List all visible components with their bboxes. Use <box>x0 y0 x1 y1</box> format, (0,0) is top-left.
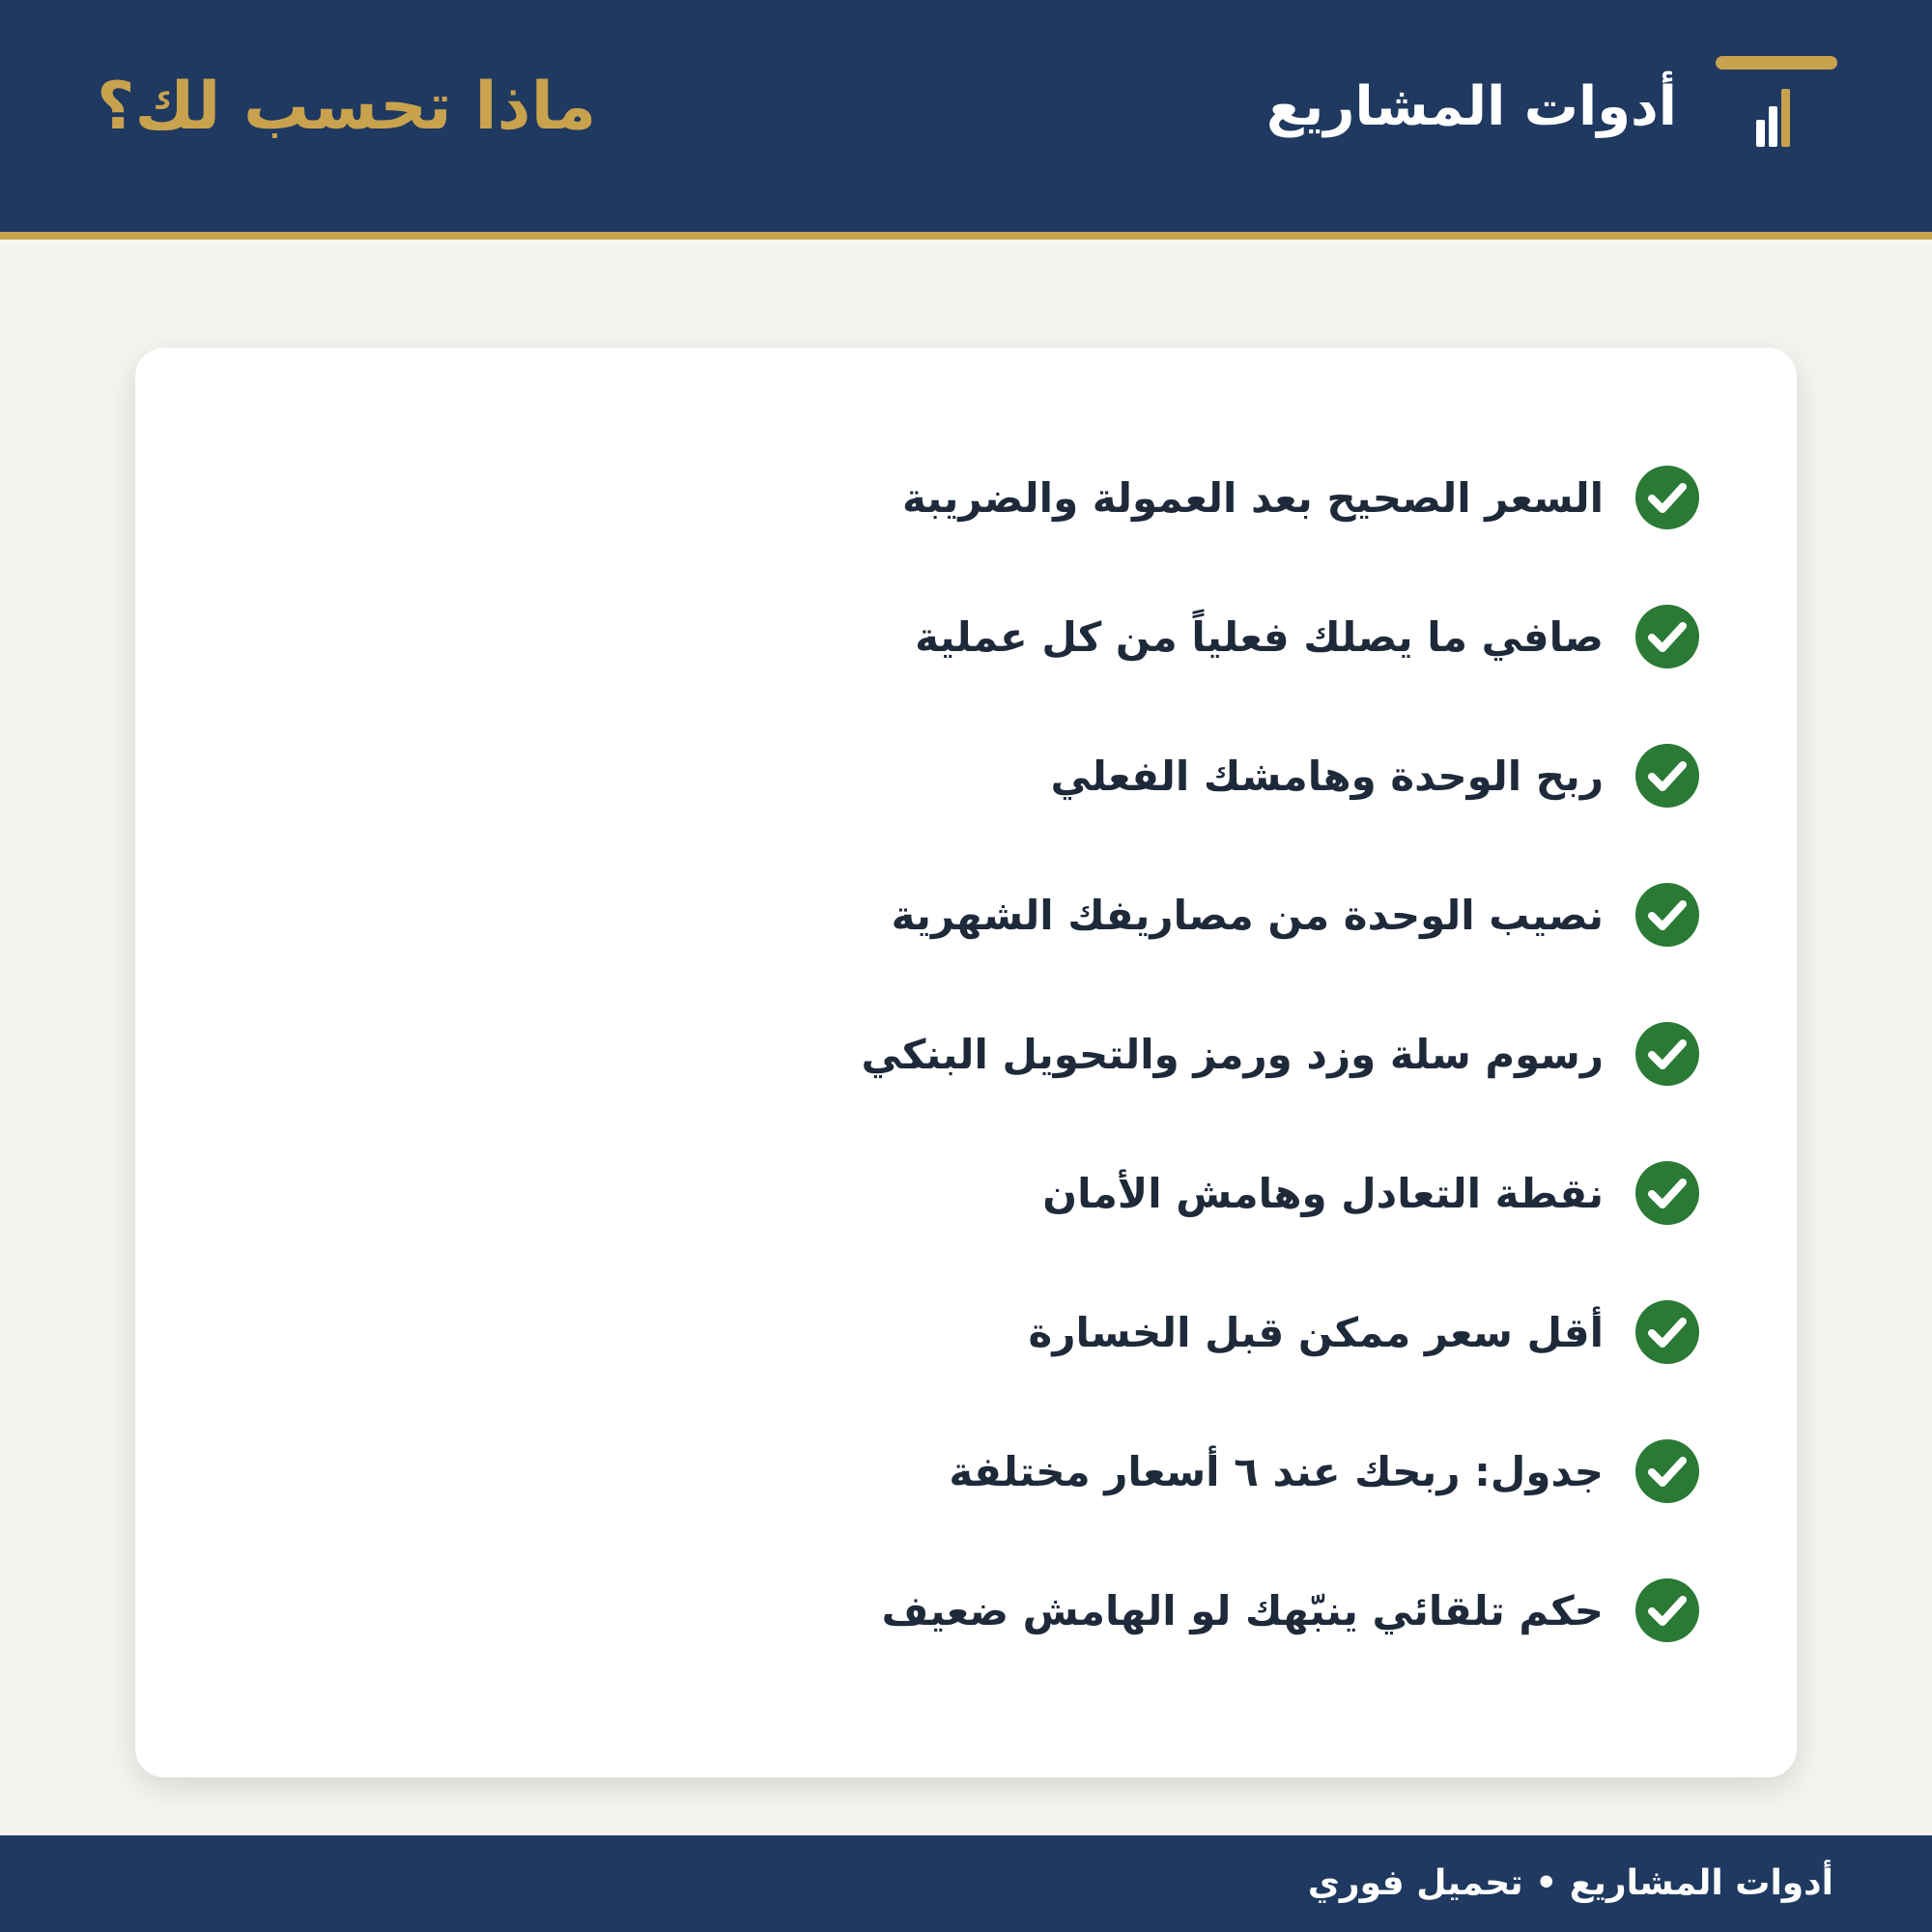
list-item <box>251 1020 1700 1088</box>
check-circle-icon <box>1634 465 1700 530</box>
brand-title: أدوات المشاريع <box>1265 75 1677 138</box>
feature-label: نصيب الوحدة من مصاريفك الشهرية <box>891 891 1604 939</box>
check-circle-icon <box>1634 1021 1700 1087</box>
list-item <box>251 464 1700 531</box>
list-item <box>251 881 1700 949</box>
list-item <box>251 742 1700 810</box>
list-item <box>251 1577 1700 1644</box>
footer-text: أدوات المشاريع • تحميل فوري <box>1307 1863 1833 1903</box>
feature-label: أقل سعر ممكن قبل الخسارة <box>1028 1308 1604 1356</box>
features-card <box>135 348 1797 1777</box>
list-item <box>251 1298 1700 1366</box>
list-item <box>251 1437 1700 1505</box>
check-circle-icon <box>1634 882 1700 948</box>
feature-label: رسوم سلة وزد ورمز والتحويل البنكي <box>861 1030 1604 1078</box>
feature-list <box>251 464 1700 1716</box>
list-item <box>251 603 1700 670</box>
header-question: ماذا تحسب لك؟ <box>97 69 597 145</box>
check-circle-icon <box>1634 1438 1700 1504</box>
check-circle-icon <box>1634 604 1700 669</box>
bar-chart-icon <box>1716 54 1837 151</box>
check-circle-icon <box>1634 1299 1700 1365</box>
check-circle-icon <box>1634 743 1700 809</box>
feature-label: ربح الوحدة وهامشك الفعلي <box>1050 752 1604 800</box>
feature-label: جدول: ربحك عند ٦ أسعار مختلفة <box>949 1447 1604 1495</box>
list-item <box>251 1159 1700 1227</box>
feature-label: حكم تلقائي ينبّهك لو الهامش ضعيف <box>881 1586 1604 1634</box>
feature-label: نقطة التعادل وهامش الأمان <box>1042 1169 1604 1217</box>
header-bar <box>0 0 1932 240</box>
check-circle-icon <box>1634 1577 1700 1643</box>
footer-bar <box>0 1835 1932 1932</box>
feature-label: صافي ما يصلك فعلياً من كل عملية <box>915 612 1604 661</box>
feature-label: السعر الصحيح بعد العمولة والضريبة <box>902 473 1604 522</box>
check-circle-icon <box>1634 1160 1700 1226</box>
